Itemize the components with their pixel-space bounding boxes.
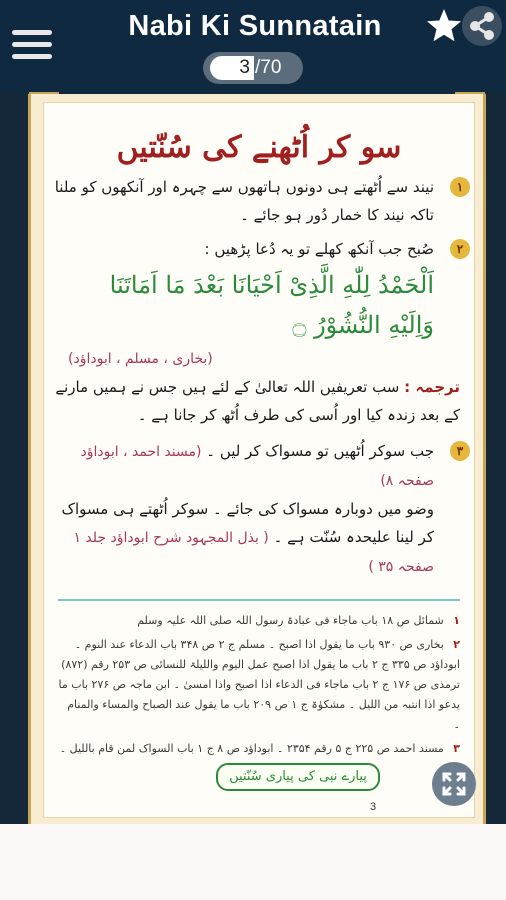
item-number: ۱ — [450, 177, 470, 197]
sunnah-item — [44, 173, 474, 229]
item-text: صُبح جب آنکھ کھلے تو یہ دُعا پڑھیں : — [204, 240, 434, 258]
page-total: /70 — [255, 57, 282, 78]
footnote — [44, 635, 474, 735]
translation-label: ترجمہ : — [404, 378, 460, 396]
footnote-mark: ۱ — [453, 614, 460, 627]
reference: (بخاری ، مسلم ، ابوداؤد) — [68, 351, 213, 367]
app-toolbar — [0, 0, 506, 92]
star-icon[interactable] — [424, 6, 464, 46]
footnote-text: شمائل ص ۱۸ باب ماجاء فی عبادۃ رسول اللہ صلی اللہ علیہ وسلم — [137, 614, 444, 627]
footnote-mark: ۳ — [453, 742, 460, 755]
page-content — [43, 102, 475, 818]
item-number: ۳ — [450, 441, 470, 461]
footnote-divider — [58, 599, 460, 601]
share-icon[interactable] — [462, 6, 502, 46]
item-text: جب سوکر اُٹھیں تو مسواک کر لیں ۔ — [206, 442, 434, 460]
page-heading: سو کر اُٹھنے کی سُنّتیں — [116, 130, 402, 165]
reference: (مسند احمد ، ابوداؤد صفحہ ۸) — [80, 444, 434, 489]
footnote — [44, 611, 474, 631]
footnote-mark: ۲ — [453, 638, 460, 651]
fullscreen-expand-icon[interactable] — [432, 762, 476, 806]
book-page-frame — [0, 92, 506, 824]
translation-text: سب تعریفیں اللہ تعالیٰ کے لئے ہیں جس نے ہمیں مارنے کے بعد زندہ کیا اور اُسی کی طرف اُٹھ کر جانا ہے ۔ — [55, 378, 460, 424]
item-number: ۲ — [450, 239, 470, 259]
reference: ( بذل المجہود شرح ابوداؤد جلد ۱ صفحہ ۳۵ ) — [73, 530, 434, 575]
footnote — [44, 739, 474, 759]
item-text: نیند سے اُٹھتے ہی دونوں ہاتھوں سے چہرہ اور آنکھوں کو ملنا تاکہ نیند کا خمار دُور ہو جائے ۔ — [54, 178, 434, 224]
page-number-input[interactable] — [210, 56, 254, 80]
book-title-badge: پیارے نبی کی پیاری سُنّتیں — [216, 763, 380, 791]
item-text: وضو میں دوبارہ مسواک کی جائے ۔ سوکر اُٹھتے ہی مسواک کر لینا علیحدہ سُنّت ہے ۔ — [61, 500, 434, 546]
footnote-text: مسند احمد ص ۲۲۵ ج ۵ رقم ۲۳۵۴ ۔ ابوداؤد ص ۸ ج ۱ باب السواک لمن قام باللیل ۔ — [59, 742, 444, 755]
dua-text: اَلْحَمْدُ لِلّٰهِ الَّذِیْ اَحْیَانَا بَعْدَ مَا اَمَاتَنَا وَاِلَیْهِ النُّشُوْرُ ۝ — [109, 271, 434, 339]
printed-page-number: 3 — [370, 801, 377, 813]
book-page[interactable] — [28, 94, 486, 824]
footnote-text: بخاری ص ۹۳۰ باب ما یقول اذا اصبح ۔ مسلم ج ۲ ص ۳۴۸ باب الدعاء عند النوم ۔ ابوداؤد ص ۳۳۵ ج ۲ باب ما یقول اذا اصبح عمل الیوم واللیلۃ للنسائی ص ۲۵۳ رقم (۸۷۲) ترمذی ص ۱۷۶ ج ۲ باب ماجاء فی الدعاء اذا اصبح واذا امسیٰ ۔ ابن ماجہ ص ۲۷۶ باب ما یدعو اذا انتبہ من اللیل ۔ مشکوٰۃ ج ۱ ص ۲۰۹ باب ما یقول عند الصباح والمساء والمنام ۔ — [58, 638, 460, 731]
bottom-area — [0, 824, 506, 900]
app-title: Nabi Ki Sunnatain — [128, 10, 382, 42]
hamburger-menu-icon[interactable] — [12, 30, 52, 60]
sunnah-item — [44, 235, 474, 429]
page-indicator — [203, 52, 303, 84]
sunnah-item — [44, 437, 474, 581]
